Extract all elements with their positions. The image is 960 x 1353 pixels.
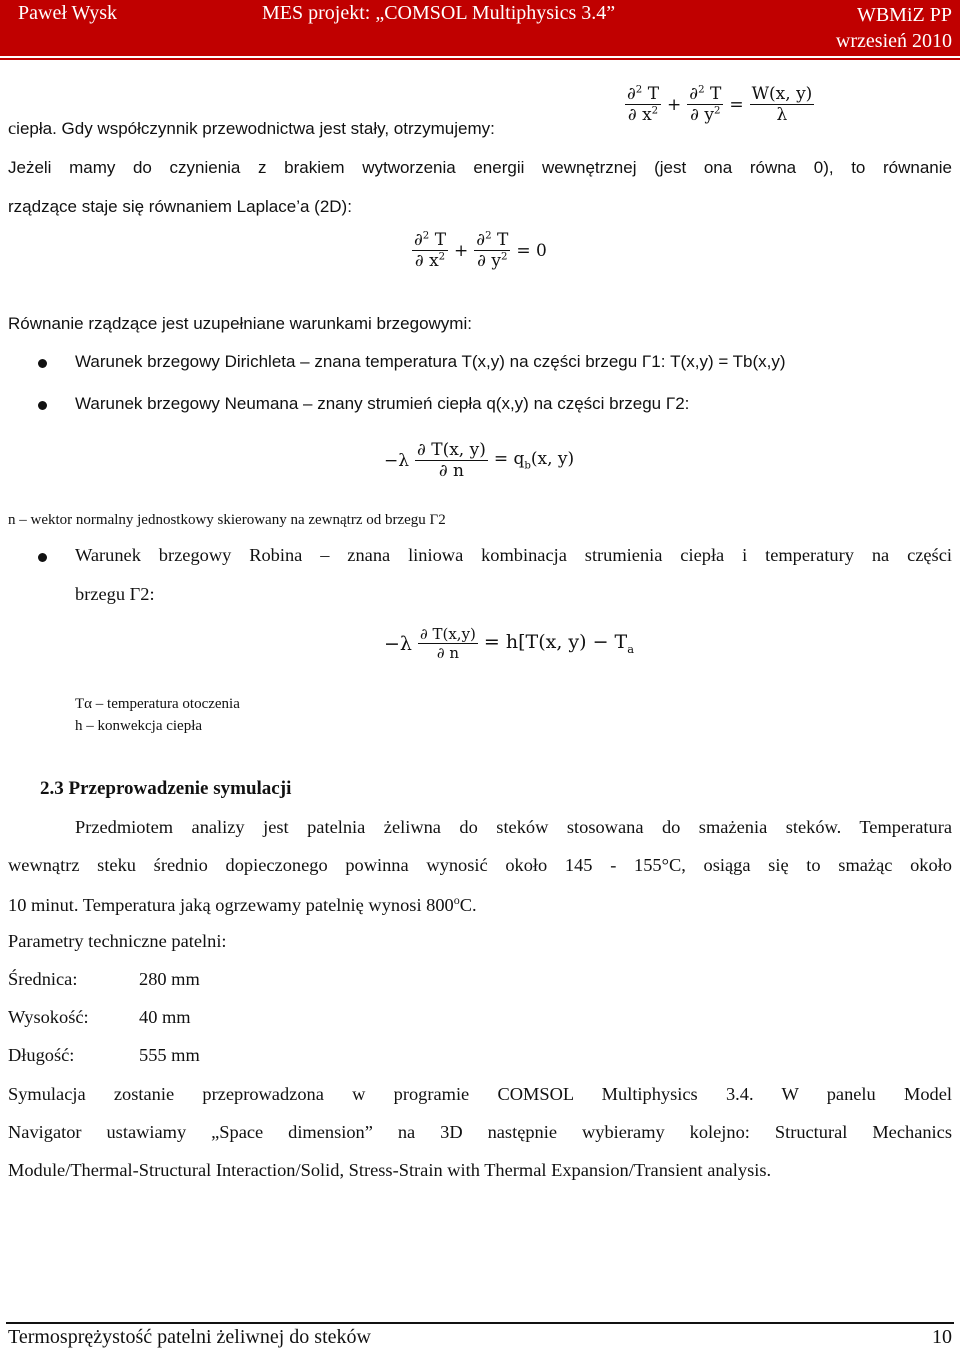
- paragraph-analysis-1: Przedmiotem analizy jest patelnia żeliwna do steków stosowana do smażenia steków. Temperatura: [75, 817, 952, 837]
- footer-title: Termosprężystość patelni żeliwnej do steków: [8, 1326, 371, 1348]
- bullet-robin-1: Warunek brzegowy Robina – znana liniowa kombinacja strumienia ciepła i temperatury na części: [75, 545, 952, 565]
- header-right: [836, 2, 952, 54]
- paragraph-analysis-2: wewnątrz steku średnio dopieczonego powinna wynosić około 145 - 155°C, osiąga się to smażąc około: [8, 855, 952, 875]
- bullet-dirichlet: Warunek brzegowy Dirichleta – znana temperatura T(x,y) na części brzegu Γ1: T(x,y) = Tb(x,y): [75, 352, 786, 371]
- definition-n: n – wektor normalny jednostkowy skierowany na zewnątrz od brzegu Γ2: [8, 512, 446, 528]
- intro-text: iepła. Gdy współczynnik przewodnictwa jest stały, otrzymujemy:: [16, 119, 495, 138]
- bullet-marker: [38, 553, 47, 562]
- page-header: [0, 0, 960, 56]
- footer-divider: [6, 1322, 954, 1324]
- paragraph-intro: ciepła. Gdy współczynnik przewodnictwa jest stały, otrzymujemy:: [8, 118, 495, 138]
- param-label: Wysokość:: [8, 1007, 89, 1027]
- equation-poisson: $\frac{\partial^2 T}{\partial x^2}$ + $\frac{\partial^2 T}{\partial y^2}$ = $\frac{W(x, y)}{\lambda}$: [627, 84, 813, 125]
- paragraph-laplace-2: rządzące staje się równaniem Laplace’a (2D):: [8, 197, 352, 216]
- section-heading: 2.3 Przeprowadzenie symulacji: [40, 778, 292, 799]
- bullet-neumann: Warunek brzegowy Neumana – znany strumień ciepła q(x,y) na części brzegu Γ2:: [75, 394, 690, 413]
- param-row: [8, 969, 952, 990]
- param-label: Średnica:: [8, 969, 78, 989]
- param-value: 280 mm: [139, 969, 200, 989]
- paragraph-simulation-3: Module/Thermal-Structural Interaction/Solid, Stress-Strain with Thermal Expansion/Transient analysis.: [8, 1160, 772, 1180]
- definition-h: h – konwekcja ciepła: [75, 718, 203, 734]
- param-value: 555 mm: [139, 1045, 200, 1065]
- header-project: MES projekt: „COMSOL Multiphysics 3.4”: [262, 2, 616, 24]
- header-author: Paweł Wysk: [18, 2, 117, 24]
- paragraph-analysis-3: 10 minut. Temperatura jaką ogrzewamy patelnię wynosi 800$^o$C.: [8, 893, 477, 916]
- param-value: 40 mm: [139, 1007, 191, 1027]
- param-label: Długość:: [8, 1045, 75, 1065]
- header-divider: [0, 58, 960, 60]
- equation-neumann: −λ $\frac{\partial T(x, y)}{\partial n}$ = $q_b(x$, y): [384, 440, 575, 481]
- paragraph-params-title: Parametry techniczne patelni:: [8, 931, 227, 951]
- paragraph-simulation-2: Navigator ustawiamy „Space dimension” na 3D następnie wybieramy kolejno: Structural Mechanics: [8, 1122, 952, 1142]
- bullet-marker: [38, 359, 47, 368]
- header-org: WBMiZ PP: [856, 4, 952, 26]
- param-row: [8, 1045, 952, 1066]
- bullet-marker: [38, 401, 47, 410]
- param-row: [8, 1007, 952, 1028]
- definition-ta: Tα – temperatura otoczenia: [75, 696, 240, 712]
- paragraph-laplace-1: Jeżeli mamy do czynienia z brakiem wytworzenia energii wewnętrznej (jest ona równa 0), to równanie: [8, 158, 952, 177]
- header-date: wrzesień 2010: [835, 30, 952, 52]
- paragraph-simulation-1: Symulacja zostanie przeprowadzona w programie COMSOL Multiphysics 3.4. W panelu Model: [8, 1084, 952, 1104]
- bullet-robin-2: brzegu Γ2:: [75, 584, 155, 604]
- page-number: 10: [932, 1326, 952, 1348]
- equation-robin: −λ $\frac{\partial T(x,y)}{\partial n}$ = h[T(x, $y) - T_a$: [384, 625, 635, 662]
- equation-laplace: $\frac{\partial^2 T}{\partial x^2}$ + $\frac{\partial^2 T}{\partial y^2}$ = 0: [414, 230, 547, 271]
- paragraph-boundary: Równanie rządzące jest uzupełniane warunkami brzegowymi:: [8, 314, 472, 333]
